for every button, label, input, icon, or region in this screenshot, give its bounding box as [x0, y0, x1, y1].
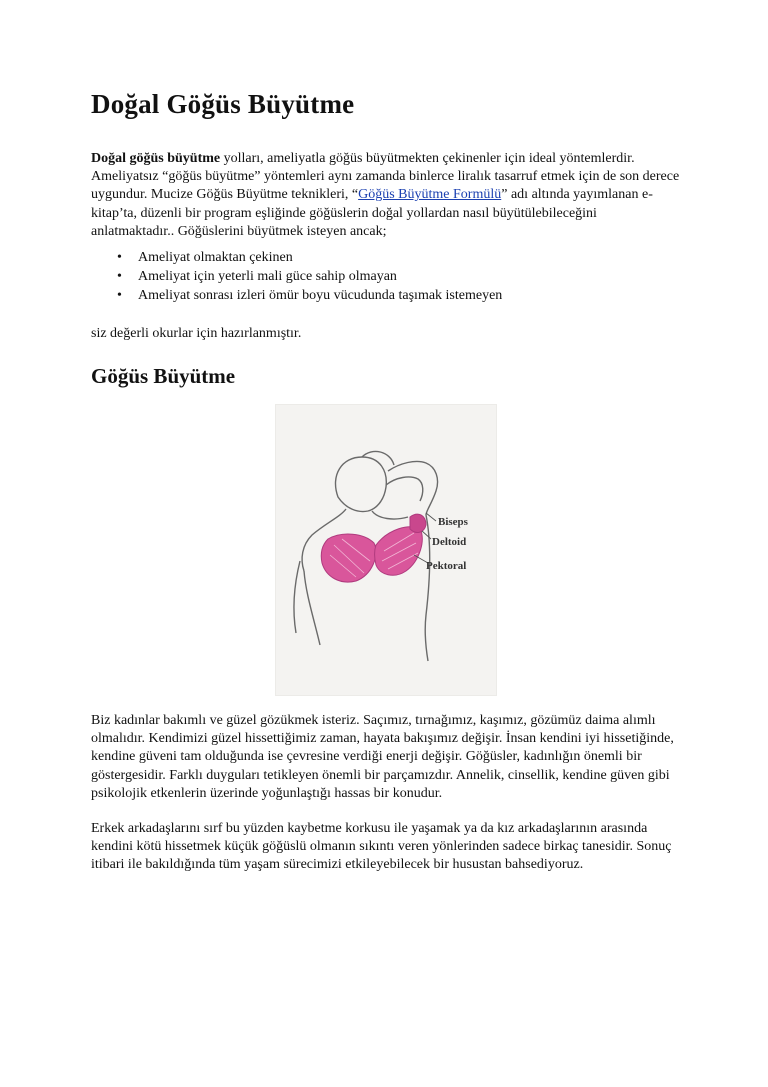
list-item: • Ameliyat için yeterli mali güce sahip olmayan [91, 267, 502, 286]
label-pektoral: Pektoral [426, 560, 467, 572]
intro-bold-lead: Doğal göğüs büyütme [91, 151, 221, 166]
intro-text-b: ” adı altında yayımlanan e-kitap’ta, düzenli bir program eşliğinde göğüslerin doğal yollardan nasıl büyütülebileceğini anlatmaktadır.. Göğüslerini büyütmek isteyen ancak; [91, 187, 653, 239]
page-title: Doğal Göğüs Büyütme [91, 89, 355, 119]
section-heading: Göğüs Büyütme [91, 364, 236, 388]
intro-text-a: yolları, ameliyatla göğüs büyütmekten çekinenler için ideal yöntemlerdir. Ameliyatsız “göğüs büyütme” yöntemleri aynı zamanda binlerce liralık tasarruf etmek için de son derece uygundur. Mucize Göğüs Büyütme teknikleri, “ [91, 151, 680, 203]
list-item: • Ameliyat sonrası izleri ömür boyu vücudunda taşımak istemeyen [91, 286, 502, 305]
intro-paragraph [91, 150, 681, 241]
after-list-paragraph: siz değerli okurlar için hazırlanmıştır. [91, 326, 302, 341]
pectoral-muscles [321, 514, 426, 582]
bullet-list [91, 248, 502, 305]
formula-link[interactable]: Göğüs Büyütme Formülü [358, 187, 502, 203]
body-paragraph: Erkek arkadaşlarını sırf bu yüzden kaybetme korkusu ile yaşamak ya da kız arkadaşlarının arasında kendini kötü hissetmek küçük göğüslü olmanın sıkıntı veren yönlerinden sadece birkaç tanesidir. Sonuç itibari ile bakıldığında tüm yaşam sürecimizi etkileyebilecek bir husustan bahsediyoruz. [91, 821, 672, 873]
muscle-diagram [276, 405, 496, 695]
anatomy-illustration [275, 404, 497, 696]
list-item: • Ameliyat olmaktan çekinen [91, 248, 502, 267]
body-paragraph: Biz kadınlar bakımlı ve güzel gözükmek isteriz. Saçımız, tırnağımız, kaşımız, gözümüz daima alımlı olmalıdır. Kendimizi güzel hissettiğimiz zaman, hayata bakışımız değişir. İnsan kendini iyi hissetiğinde, kendine güveni tam olduğunda ise çevresine verdiği enerji değişir. Göğüsler, kadınlığın önemli bir göstergesidir. Farklı duyguları tetikleyen önemli bir parçamızdır. Annelik, cinsellik, kendine güven gibi psikolojik etkenlerin üzerinde yoğunlaştığı hassas bir konudur. [91, 713, 674, 801]
label-biseps: Biseps [438, 516, 468, 528]
label-deltoid: Deltoid [432, 536, 467, 548]
